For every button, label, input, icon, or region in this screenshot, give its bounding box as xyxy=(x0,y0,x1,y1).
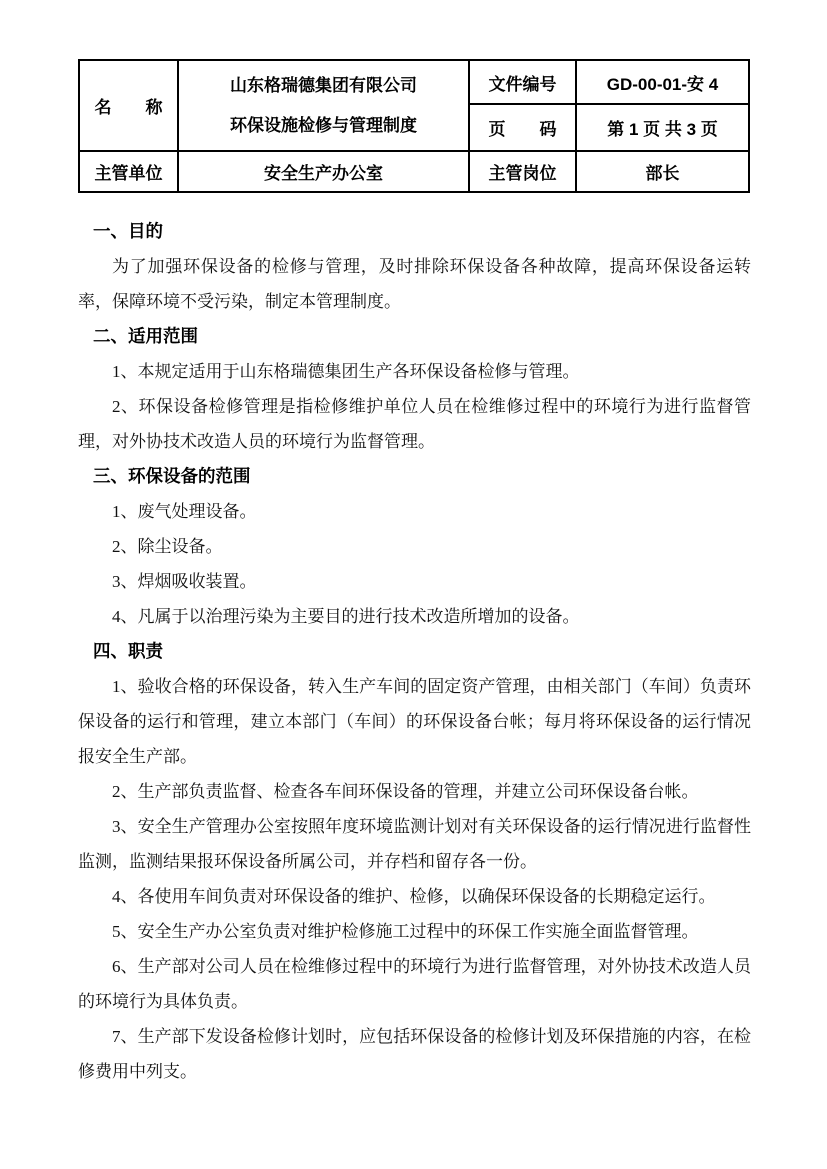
paragraph-range-3: 3、焊烟吸收装置。 xyxy=(112,572,257,591)
post-value-cell: 部长 xyxy=(576,151,749,192)
document-body xyxy=(78,214,751,1089)
section-heading-scope: 二、适用范围 xyxy=(93,326,198,346)
paragraph-resp-2: 2、生产部负责监督、检查各车间环保设备的管理，并建立公司环保设备台帐。 xyxy=(112,782,699,801)
paragraph-resp-4: 4、各使用车间负责对环保设备的维护、检修，以确保环保设备的长期稳定运行。 xyxy=(112,887,716,906)
paragraph-range-2: 2、除尘设备。 xyxy=(112,537,223,556)
unit-label-cell: 主管单位 xyxy=(79,151,178,192)
paragraph-resp-6: 6、生产部对公司人员在检维修过程中的环境行为进行监督管理，对外协技术改造人员的环境行为具体负责。 xyxy=(78,957,751,1011)
paragraph-resp-3: 3、安全生产管理办公室按照年度环境监测计划对有关环保设备的运行情况进行监督性监测，监测结果报环保设备所属公司，并存档和留存各一份。 xyxy=(78,817,751,871)
unit-value-cell: 安全生产办公室 xyxy=(178,151,469,192)
header-table xyxy=(78,59,750,193)
paragraph-range-1: 1、废气处理设备。 xyxy=(112,502,257,521)
section-heading-purpose: 一、目的 xyxy=(93,221,163,241)
document-title-cell xyxy=(178,60,469,151)
paragraph-resp-7: 7、生产部下发设备检修计划时，应包括环保设备的检修计划及环保措施的内容，在检修费用中列支。 xyxy=(78,1027,751,1081)
paragraph-resp-1: 1、验收合格的环保设备，转入生产车间的固定资产管理，由相关部门（车间）负责环保设备的运行和管理，建立本部门（车间）的环保设备台帐；每月将环保设备的运行情况报安全生产部。 xyxy=(78,677,751,766)
paragraph-scope-1: 1、本规定适用于山东格瑞德集团生产各环保设备检修与管理。 xyxy=(112,362,580,381)
paragraph-range-4: 4、凡属于以治理污染为主要目的进行技术改造所增加的设备。 xyxy=(112,607,580,626)
document-title-line2: 环保设施检修与管理制度 xyxy=(230,115,417,135)
doc-number-value-cell: GD-00-01-安 4 xyxy=(576,60,749,104)
paragraph-scope-2: 2、环保设备检修管理是指检修维护单位人员在检维修过程中的环境行为进行监督管理，对外协技术改造人员的环境行为监督管理。 xyxy=(78,397,751,451)
paragraph-resp-5: 5、安全生产办公室负责对维护检修施工过程中的环保工作实施全面监督管理。 xyxy=(112,922,699,941)
page-number-value-cell: 第 1 页 共 3 页 xyxy=(576,104,749,151)
page-number-label-cell: 页 码 xyxy=(469,104,576,151)
name-label-cell: 名 称 xyxy=(79,60,178,151)
section-heading-equipment-range: 三、环保设备的范围 xyxy=(93,466,251,486)
post-label-cell: 主管岗位 xyxy=(469,151,576,192)
document-title-line1: 山东格瑞德集团有限公司 xyxy=(230,75,417,95)
section-heading-responsibilities: 四、职责 xyxy=(93,641,163,661)
paragraph-purpose-1: 为了加强环保设备的检修与管理，及时排除环保设备各种故障，提高环保设备运转率，保障环境不受污染，制定本管理制度。 xyxy=(78,257,751,311)
doc-number-label-cell: 文件编号 xyxy=(469,60,576,104)
